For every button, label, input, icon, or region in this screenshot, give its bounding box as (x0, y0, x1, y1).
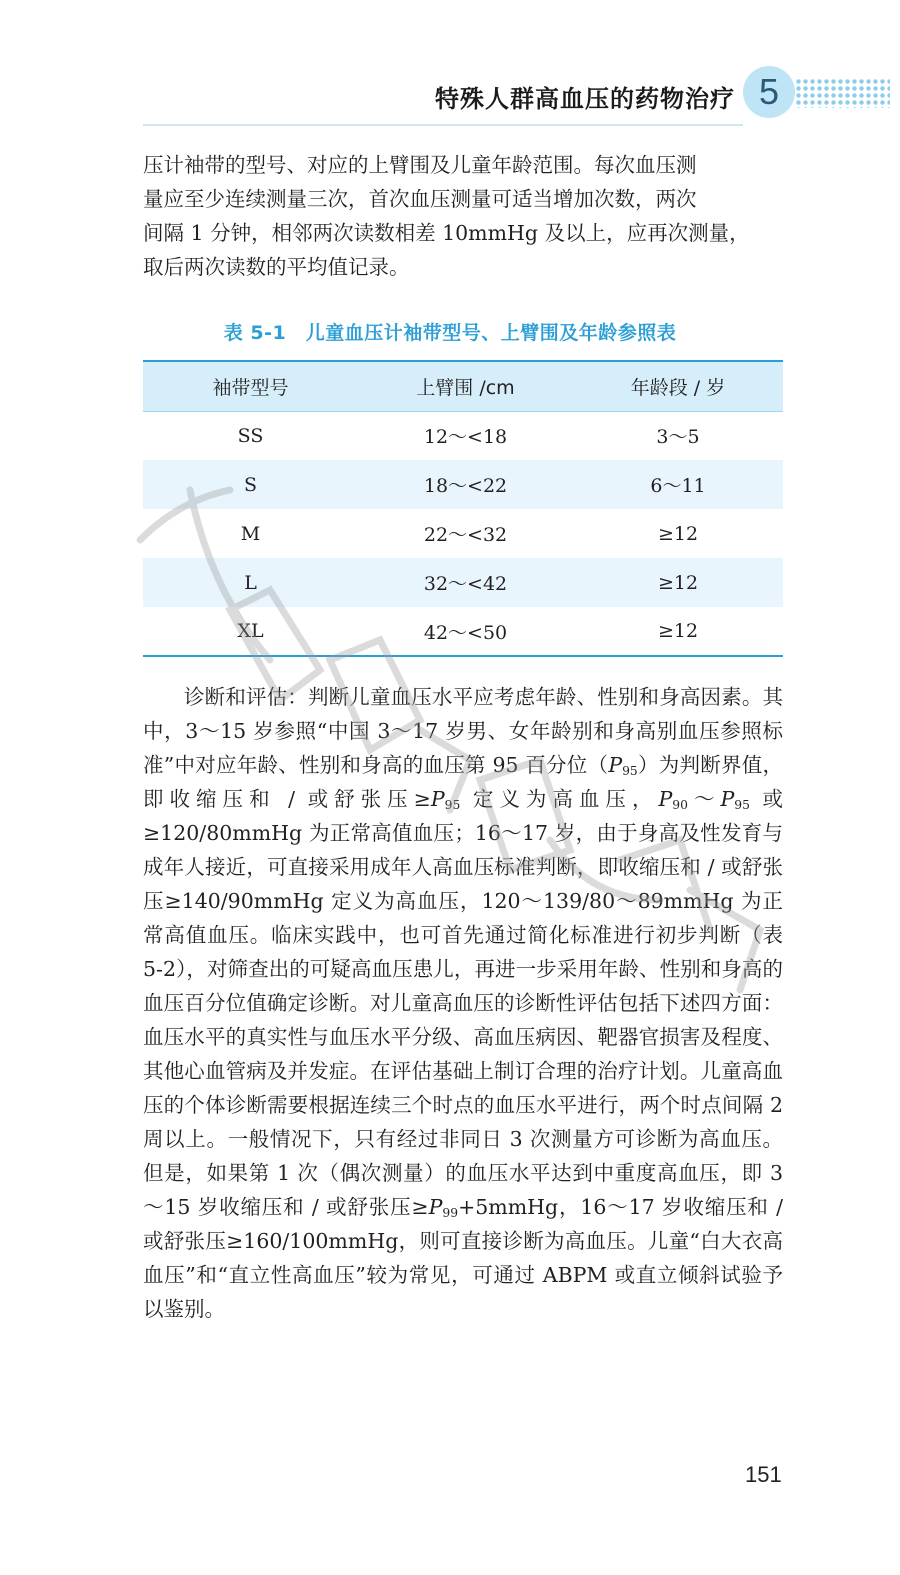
percentile-subscript: 95 (622, 764, 638, 779)
table-row (143, 460, 783, 509)
table-cell: ≥12 (657, 522, 699, 545)
percentile-symbol: P (608, 753, 623, 777)
table-cell: XL (143, 607, 358, 656)
body-text: ～ (687, 787, 721, 811)
intro-paragraph (143, 148, 783, 284)
table-row (143, 607, 783, 656)
chapter-number-badge: 5 (743, 66, 795, 118)
table-cell: ≥12 (573, 607, 783, 656)
column-header: 年龄段 / 岁 (573, 361, 783, 411)
decorative-dot-pattern (795, 78, 890, 108)
table-row (143, 558, 783, 607)
table-cell: M (240, 522, 261, 545)
percentile-symbol: P (428, 1195, 443, 1219)
body-text: +5mmHg，16～17 岁收缩压和 / 或舒张压≥160/100mmHg，则可直接诊断为高血压。儿童“白大衣高血压”和“直立性高血压”较为常见，可通过 ABPM 或直立倾斜试验予以鉴别。 (143, 1195, 784, 1321)
chapter-title: 特殊人群高血压的药物治疗 (435, 85, 735, 113)
percentile-symbol: P (720, 787, 735, 811)
table-cell: 32～<42 (423, 573, 508, 595)
header-divider (143, 124, 743, 126)
table-cell: 6～11 (650, 475, 706, 497)
table-cell: ≥12 (657, 571, 699, 594)
table-row (143, 411, 783, 460)
table-cell: SS (237, 424, 264, 447)
percentile-subscript: 99 (442, 1206, 459, 1221)
table-cell: 3～5 (656, 426, 700, 449)
intro-line: 间隔 1 分钟，相邻两次读数相差 10mmHg 及以上，应再次测量， (143, 221, 750, 245)
table-cell: 42～<50 (358, 607, 573, 656)
percentile-subscript: 90 (672, 798, 688, 813)
diagnosis-paragraph (143, 680, 783, 1326)
body-text: ）为判断界值，即收缩压和 / 或舒张压≥ (143, 753, 784, 811)
running-header (0, 66, 900, 126)
percentile-subscript: 95 (444, 798, 461, 813)
table-caption: 表 5-1 儿童血压计袖带型号、上臂围及年龄参照表 (223, 322, 677, 344)
cuff-size-table (143, 360, 783, 657)
percentile-symbol: P (430, 787, 445, 811)
table-cell: 12～<18 (423, 426, 508, 449)
percentile-subscript: 95 (734, 798, 750, 813)
table-cell: 22～<32 (423, 524, 508, 546)
body-text: 诊断和评估：判断儿童血压水平应考虑年龄、性别和身高因素。其中，3～15 岁参照“中国 3～17 岁男、女年龄别和身高别血压参照标准”中对应年龄、性别和身高的血压第 95 百分位（ (143, 685, 783, 777)
column-header: 袖带型号 (143, 361, 358, 411)
table-cell: L (244, 571, 257, 594)
intro-line: 量应至少连续测量三次，首次血压测量可适当增加次数，两次 (143, 187, 697, 211)
table-cell: 18～<22 (423, 475, 508, 497)
table-cell: S (243, 473, 258, 496)
body-text: 或≥120/80mmHg 为正常高值血压；16～17 岁，由于身高及性发育与成年人接近，可直接采用成年人高血压标准判断，即收缩压和 / 或舒张压≥140/90mmHg 定义为高血压，120～139/80～89mmHg 为正常高值血压。临床实践中，也可首先通过简化标准进行初步判断（表 5-2），对筛查出的可疑高血压患儿，再进一步采用年龄、性别和身高的血压百分位值确定诊断。对儿童高血压的诊断性评估包括下述四方面：血压水平的真实性与血压水平分级、高血压病因、靶器官损害及程度、其他心血管病及并发症。在评估基础上制订合理的治疗计划。儿童高血压的个体诊断需要根据连续三个时点的血压水平进行，两个时点间隔 2 周以上。一般情况下，只有经过非同日 3 次测量方可诊断为高血压。但是，如果第 1 次（偶次测量）的血压水平达到中重度高血压，即 3～15 岁收缩压和 / 或舒张压≥ (143, 787, 783, 1219)
table-header-row (143, 361, 783, 411)
page-number: 151 (745, 1462, 782, 1487)
intro-line: 压计袖带的型号、对应的上臂围及儿童年龄范围。每次血压测 (143, 153, 697, 177)
column-header: 上臂围 /cm (358, 361, 573, 411)
percentile-symbol: P (658, 787, 673, 811)
table-row (143, 509, 783, 558)
body-text: 定义为高血压， (460, 787, 659, 811)
intro-line: 取后两次读数的平均值记录。 (143, 255, 410, 279)
